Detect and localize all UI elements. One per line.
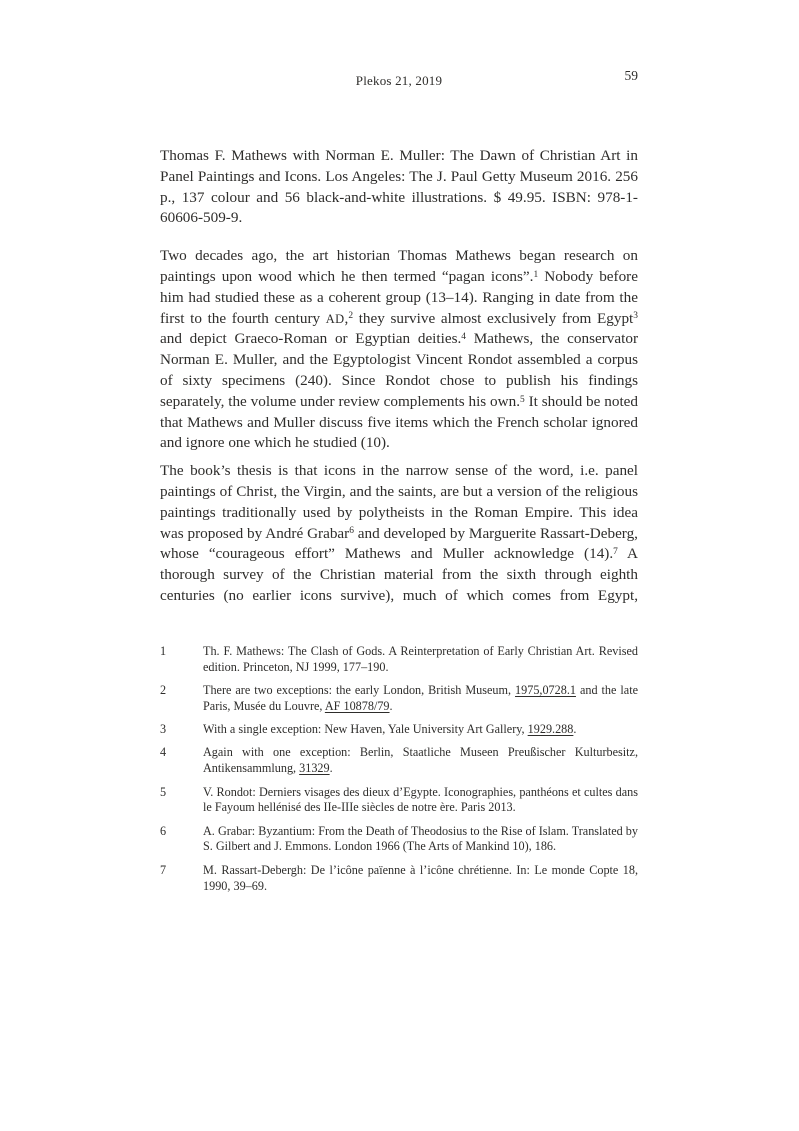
- text-run: Thomas F. Mathews with Norman E. Muller: The Dawn of Christian Art in Panel Paintings and Icons. Los Angeles: The J. Paul Getty Museum 2016. 256 p., 137 colour and 56 black-and-white illustrations. $ 49.95. ISBN: 978-1-60606-509-9.: [160, 147, 642, 227]
- text-run: V. Rondot: Derniers visages des dieux d’Egypte. Iconographies, panthéons et cultes dans le Fayoum hellénisé des IIe-IIIe siècles de notre ère. Paris 2013.: [203, 784, 642, 815]
- footnote-ref[interactable]: 2: [348, 311, 354, 322]
- running-header: [160, 68, 638, 91]
- footnote-3: [160, 722, 638, 738]
- footnote-number: 4: [160, 745, 167, 760]
- body-paragraph-1: [160, 246, 642, 454]
- footnote-number: 5: [160, 784, 167, 799]
- text-run: Nobody before him had studied these as a coherent group (13–14). Ranging in date from the first to the fourth century: [160, 267, 642, 327]
- text-run: A. Grabar: Byzantium: From the Death of Theodosius to the Rise of Islam. Translated by S. Gilbert and J. Emmons. London 1966 (The Arts of Mankind 10), 186.: [203, 823, 642, 854]
- text-run: With a single exception: New Haven, Yale University Art Gallery,: [203, 722, 528, 737]
- footnote-6: [160, 823, 642, 856]
- catalog-number-link[interactable]: AF 10878/79: [324, 698, 390, 713]
- catalog-number-link[interactable]: 31329: [299, 761, 330, 776]
- footnote-ref[interactable]: 3: [633, 311, 638, 322]
- footnote-number: 7: [160, 862, 167, 877]
- text-run: .: [329, 761, 333, 776]
- footnote-1: [160, 644, 642, 676]
- text-run: A thorough survey of the Christian material from the sixth through eighth centuries (no earlier icons survive), much of which comes from Egypt,: [160, 545, 642, 604]
- text-run: There are two exceptions: the early London, British Museum,: [203, 683, 516, 698]
- footnote-text: [203, 862, 642, 895]
- text-run: The book’s thesis is that icons in the narrow sense of the word, i.e. panel paintings of Christ, the Virgin, and the saints, are but a version of the religious paintings traditionally used by polytheists in the Roman Empire. This idea was proposed by André Grabar: [160, 462, 642, 542]
- text-run: they survive almost exclusively from Egypt: [353, 309, 634, 327]
- footnote-7: [160, 862, 642, 895]
- footnote-number: 2: [160, 683, 167, 698]
- footnote-text: [203, 745, 641, 777]
- footnote-ref[interactable]: 7: [613, 547, 618, 558]
- text-run: .: [573, 722, 577, 737]
- footnote-text: [203, 722, 638, 738]
- journal-title: Plekos 21, 2019: [355, 73, 443, 88]
- footnote-text: [203, 823, 642, 856]
- footnote-4: [160, 745, 641, 777]
- footnote-number: 6: [160, 823, 167, 838]
- footnote-ref[interactable]: 6: [349, 526, 354, 537]
- body-paragraph-2: [160, 461, 642, 607]
- footnote-ref[interactable]: 1: [533, 269, 539, 280]
- text-run: and developed by Marguerite Rassart-Deberg, whose “courageous effort” Mathews and Muller acknowledge (14).: [160, 524, 642, 563]
- footnote-number: 3: [160, 722, 167, 737]
- footnote-ref[interactable]: 4: [461, 332, 466, 343]
- text-run: Mathews, the conservator Norman E. Muller, and the Egyptologist Vincent Rondot assembled a corpus of sixty specimens (240). Since Rondot chose to publish his findings separately, the volume under review complements his own.: [160, 330, 642, 410]
- small-caps-text: AD: [325, 311, 345, 326]
- page-number: 59: [624, 68, 638, 83]
- text-run: .: [389, 698, 393, 713]
- footnote-text: [203, 644, 642, 676]
- main-text-column: [160, 146, 642, 614]
- footnote-text: [203, 683, 642, 715]
- text-run: It should be noted that Mathews and Muller discuss five items which the French scholar ignored and ignore one which he studied (10).: [160, 392, 642, 452]
- text-run: M. Rassart-Debergh: De l’icône païenne à l’icône chrétienne. In: Le monde Copte 18, 1990, 39–69.: [203, 862, 642, 893]
- text-run: and depict Graeco-Roman or Egyptian deities.: [160, 309, 642, 348]
- catalog-number-link[interactable]: 1929.288: [527, 722, 574, 737]
- text-run: Again with one exception: Berlin, Staatliche Museen Preußischer Kulturbesitz, Antikensammlung,: [203, 745, 641, 776]
- footnote-2: [160, 683, 642, 715]
- text-run: Th. F. Mathews: The Clash of Gods. A Reinterpretation of Early Christian Art. Revised edition. Princeton, NJ 1999, 177–190.: [203, 644, 642, 674]
- footnote-number: 1: [160, 644, 167, 658]
- footnote-ref[interactable]: 5: [520, 394, 525, 405]
- text-run: Two decades ago, the art historian Thomas Mathews began research on paintings upon wood which he then termed “pagan icons”.: [160, 247, 642, 285]
- text-run: and the late Paris, Musée du Louvre,: [203, 683, 642, 713]
- review-heading: [160, 146, 642, 229]
- catalog-number-link[interactable]: 1975,0728.1: [515, 683, 576, 698]
- footnote-text: [203, 784, 642, 817]
- footnotes-section: [160, 644, 642, 902]
- footnote-5: [160, 784, 642, 817]
- text-run: ,: [344, 309, 349, 327]
